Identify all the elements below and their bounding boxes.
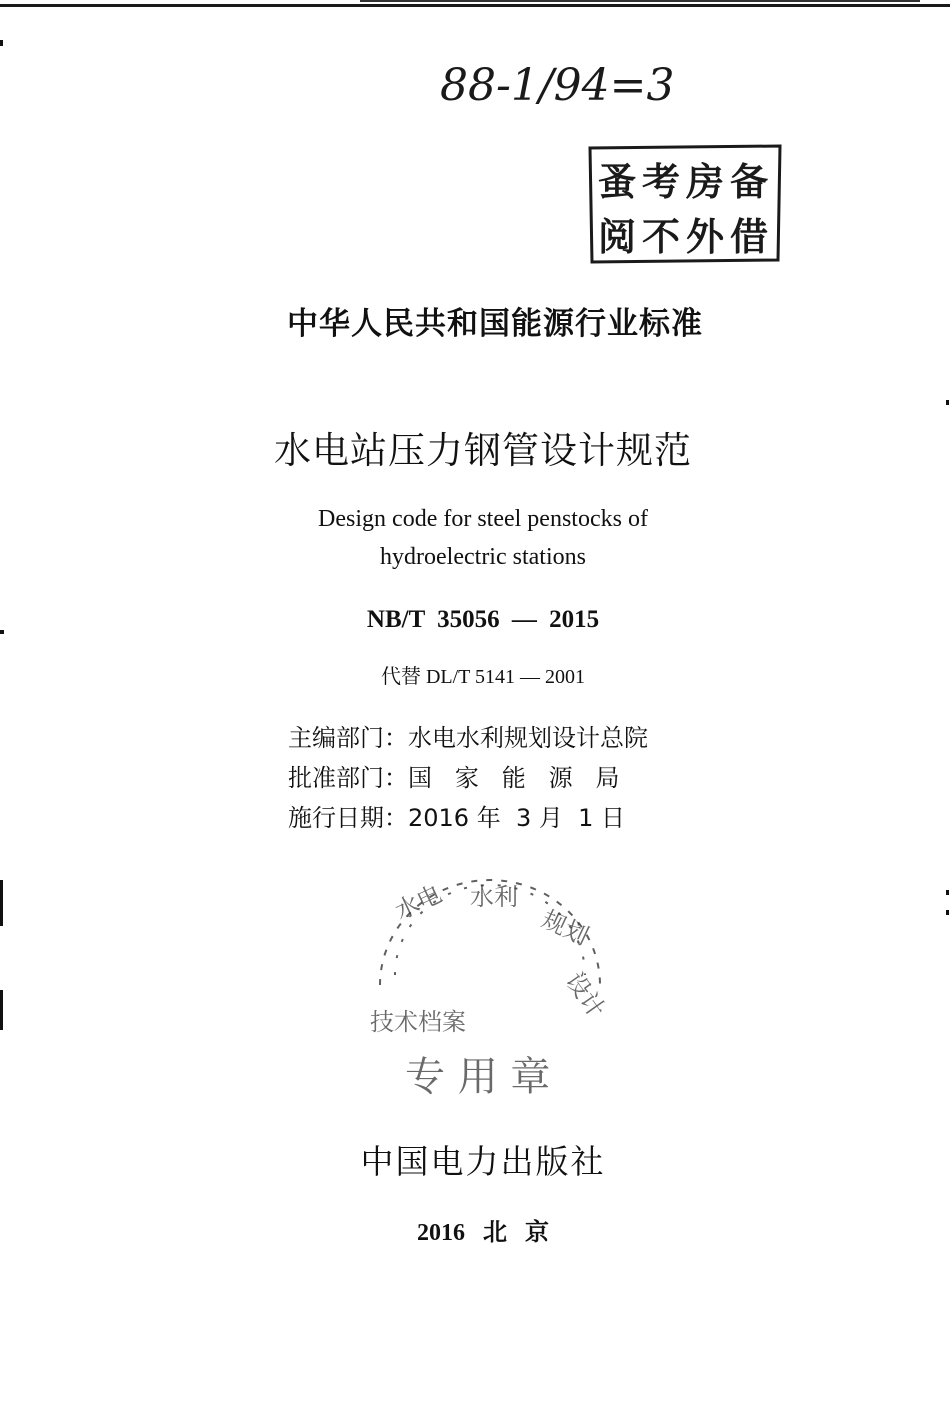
- info-block: [288, 718, 648, 838]
- publication-year-city: 2016 北 京: [417, 1220, 549, 1246]
- stamp-char: 考: [642, 160, 681, 204]
- stamp-char: 不: [642, 215, 681, 259]
- title-english-line1: Design code for steel penstocks of: [318, 506, 648, 532]
- stamp-char: 阅: [598, 215, 637, 259]
- svg-text:规划: 规划: [537, 905, 593, 951]
- scan-mark: [0, 880, 3, 926]
- stamp-char: 外: [686, 215, 725, 259]
- svg-text:设计: 设计: [560, 967, 611, 1023]
- approver-label: 批准部门：: [288, 764, 408, 792]
- scan-mark: [946, 400, 949, 405]
- scan-mark: [946, 890, 949, 895]
- stamp-char: 借: [730, 215, 769, 259]
- scan-mark: [0, 990, 3, 1030]
- top-border-line-upper: [360, 0, 920, 2]
- handwritten-code-text: 88-1/94=3: [440, 60, 675, 111]
- date-value: 2016 年 3 月 1 日: [408, 804, 626, 832]
- scan-mark: [0, 630, 4, 634]
- date-label: 施行日期：: [288, 804, 408, 832]
- scan-mark: [946, 910, 949, 915]
- svg-text:专 用 章: 专 用 章: [405, 1054, 551, 1100]
- industry-standard-heading: 中华人民共和国能源行业标准: [287, 306, 703, 342]
- title-english-line2: hydroelectric stations: [380, 544, 586, 570]
- top-border-line: [0, 4, 950, 7]
- stamp-char: 房: [686, 160, 725, 204]
- svg-text:水利: 水利: [470, 883, 518, 911]
- date-row: [288, 798, 648, 838]
- editor-row: [288, 718, 648, 758]
- replaces-standard: 代替 DL/T 5141 — 2001: [380, 666, 586, 688]
- stamp-char: 备: [730, 160, 769, 204]
- title-english: [8, 500, 950, 576]
- stamp-char: 蚤: [598, 160, 637, 204]
- library-stamp: [580, 140, 785, 268]
- approver-row: [288, 758, 648, 798]
- official-seal: [340, 865, 640, 1125]
- handwritten-code: [430, 40, 730, 120]
- title-chinese: 水电站压力钢管设计规范: [274, 429, 692, 472]
- svg-text:水电: 水电: [390, 879, 447, 926]
- approver-value: 国 家 能 源 局: [408, 764, 620, 792]
- scan-mark: [0, 40, 3, 46]
- editor-label: 主编部门：: [288, 724, 408, 752]
- editor-value: 水电水利规划设计总院: [408, 724, 648, 752]
- publisher: 中国电力出版社: [360, 1142, 606, 1181]
- standard-number: NB/T 35056 — 2015: [366, 606, 600, 633]
- svg-text:技术档案: 技术档案: [370, 1008, 466, 1036]
